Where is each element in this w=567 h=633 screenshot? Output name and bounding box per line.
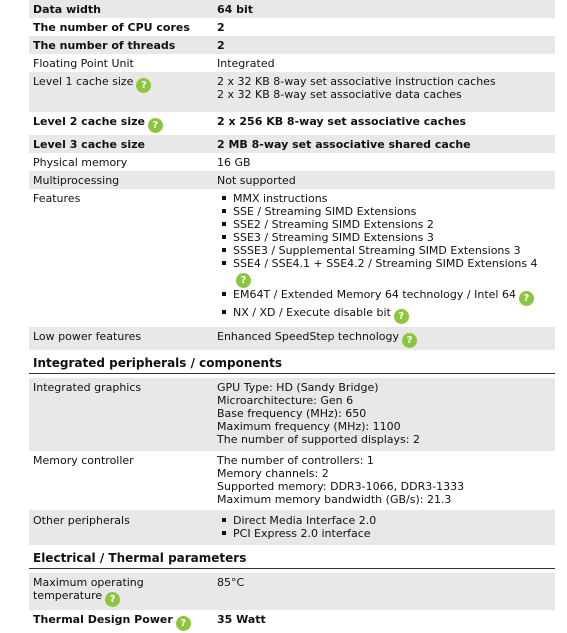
row-low-power xyxy=(29,327,555,350)
row-value xyxy=(213,327,555,350)
row-multiprocessing xyxy=(29,171,555,189)
low-power-text: Enhanced SpeedStep technology xyxy=(217,330,400,343)
max-temp-label-text: temperature xyxy=(33,589,103,602)
row-label xyxy=(29,112,213,135)
row-l3-cache xyxy=(29,135,555,153)
row-value: 2 x 256 KB 8-way set associative caches xyxy=(217,115,467,128)
row-threads xyxy=(29,36,555,54)
row-memory-controller xyxy=(29,451,555,510)
row-label: Level 3 cache size xyxy=(29,135,213,153)
section-header-electrical xyxy=(29,545,555,569)
peripherals-list xyxy=(217,514,555,540)
max-temp-label-line: Maximum operating xyxy=(33,576,144,589)
graphics-line: Microarchitecture: Gen 6 xyxy=(217,394,354,407)
section-title: Integrated peripherals / components xyxy=(29,350,555,374)
l1-value-line: 2 x 32 KB 8-way set associative instruction caches xyxy=(217,75,496,88)
feature-text: NX / XD / Execute disable bit xyxy=(233,306,391,319)
row-value: 2 xyxy=(213,36,555,54)
row-features xyxy=(29,189,555,327)
row-value: 64 bit xyxy=(213,0,555,18)
help-icon[interactable]: ? xyxy=(148,118,163,133)
row-label xyxy=(29,72,213,112)
row-label: Features xyxy=(33,192,81,205)
row-value: 2 xyxy=(217,21,225,34)
row-other-peripherals xyxy=(29,510,555,545)
section-title: Electrical / Thermal parameters xyxy=(29,545,555,569)
row-label: Low power features xyxy=(29,327,213,350)
row-physical-memory xyxy=(29,153,555,171)
row-value: Not supported xyxy=(213,171,555,189)
row-label: Multiprocessing xyxy=(29,171,213,189)
row-label: Integrated graphics xyxy=(29,378,213,451)
feature-text: SSE4 / SSE4.1 + SSE4.2 / Streaming SIMD Extensions 4 xyxy=(233,257,538,270)
row-label: The number of threads xyxy=(29,36,213,54)
graphics-line: The number of supported displays: 2 xyxy=(217,433,420,446)
features-list xyxy=(217,192,555,324)
row-integrated-graphics xyxy=(29,378,555,451)
row-value: 85°C xyxy=(213,573,555,610)
help-icon[interactable]: ? xyxy=(394,309,409,324)
memctrl-line: Maximum memory bandwidth (GB/s): 21.3 xyxy=(217,493,452,506)
peripheral-item: Direct Media Interface 2.0 xyxy=(233,514,555,527)
feature-item: SSSE3 / Supplemental Streaming SIMD Extensions 3 xyxy=(233,244,555,257)
help-icon[interactable]: ? xyxy=(402,333,417,348)
peripheral-item: PCI Express 2.0 interface xyxy=(233,527,555,540)
memctrl-line: The number of controllers: 1 xyxy=(217,454,374,467)
row-value: 2 MB 8-way set associative shared cache xyxy=(213,135,555,153)
spec-table xyxy=(29,0,555,633)
row-l1-cache xyxy=(29,72,555,112)
graphics-line: Maximum frequency (MHz): 1100 xyxy=(217,420,401,433)
feature-item: SSE / Streaming SIMD Extensions xyxy=(233,205,555,218)
l1-value-line: 2 x 32 KB 8-way set associative data caches xyxy=(217,88,462,101)
feature-item xyxy=(233,257,555,288)
feature-text: EM64T / Extended Memory 64 technology / Intel 64 xyxy=(233,288,516,301)
help-icon[interactable]: ? xyxy=(136,78,151,93)
row-tdp xyxy=(29,610,555,633)
row-value: 16 GB xyxy=(217,156,251,169)
row-value xyxy=(213,378,555,451)
row-label: The number of CPU cores xyxy=(33,21,190,34)
feature-item: SSE2 / Streaming SIMD Extensions 2 xyxy=(233,218,555,231)
row-value xyxy=(213,451,555,510)
graphics-line: Base frequency (MHz): 650 xyxy=(217,407,367,420)
row-l2-cache xyxy=(29,112,555,135)
row-label: Memory controller xyxy=(33,454,134,467)
row-value xyxy=(213,510,555,545)
max-temp-label-line xyxy=(33,589,213,607)
l1-label-text: Level 1 cache size xyxy=(33,75,134,88)
memctrl-line: Supported memory: DDR3-1066, DDR3-1333 xyxy=(217,480,465,493)
feature-item xyxy=(233,306,555,324)
feature-item xyxy=(233,288,555,306)
help-icon[interactable]: ? xyxy=(176,616,191,631)
row-value xyxy=(213,189,555,327)
section-header-peripherals xyxy=(29,350,555,374)
l2-label-text: Level 2 cache size xyxy=(33,115,145,128)
feature-item: MMX instructions xyxy=(233,192,555,205)
row-label: Physical memory xyxy=(33,156,128,169)
row-value xyxy=(213,72,555,112)
row-value: Integrated xyxy=(217,57,275,70)
row-cpu-cores xyxy=(29,18,555,36)
help-icon[interactable]: ? xyxy=(519,291,534,306)
tdp-label-text: Thermal Design Power xyxy=(33,613,173,626)
row-label: Other peripherals xyxy=(29,510,213,545)
row-label xyxy=(29,610,213,633)
row-value: 35 Watt xyxy=(217,613,266,626)
graphics-line: GPU Type: HD (Sandy Bridge) xyxy=(217,381,379,394)
row-data-width xyxy=(29,0,555,18)
row-label xyxy=(29,573,213,610)
row-fpu xyxy=(29,54,555,72)
help-icon[interactable]: ? xyxy=(236,273,251,288)
memctrl-line: Memory channels: 2 xyxy=(217,467,329,480)
row-max-temperature xyxy=(29,573,555,610)
help-icon[interactable]: ? xyxy=(105,592,120,607)
feature-item: SSE3 / Streaming SIMD Extensions 3 xyxy=(233,231,555,244)
row-label: Floating Point Unit xyxy=(33,57,134,70)
row-label: Data width xyxy=(29,0,213,18)
